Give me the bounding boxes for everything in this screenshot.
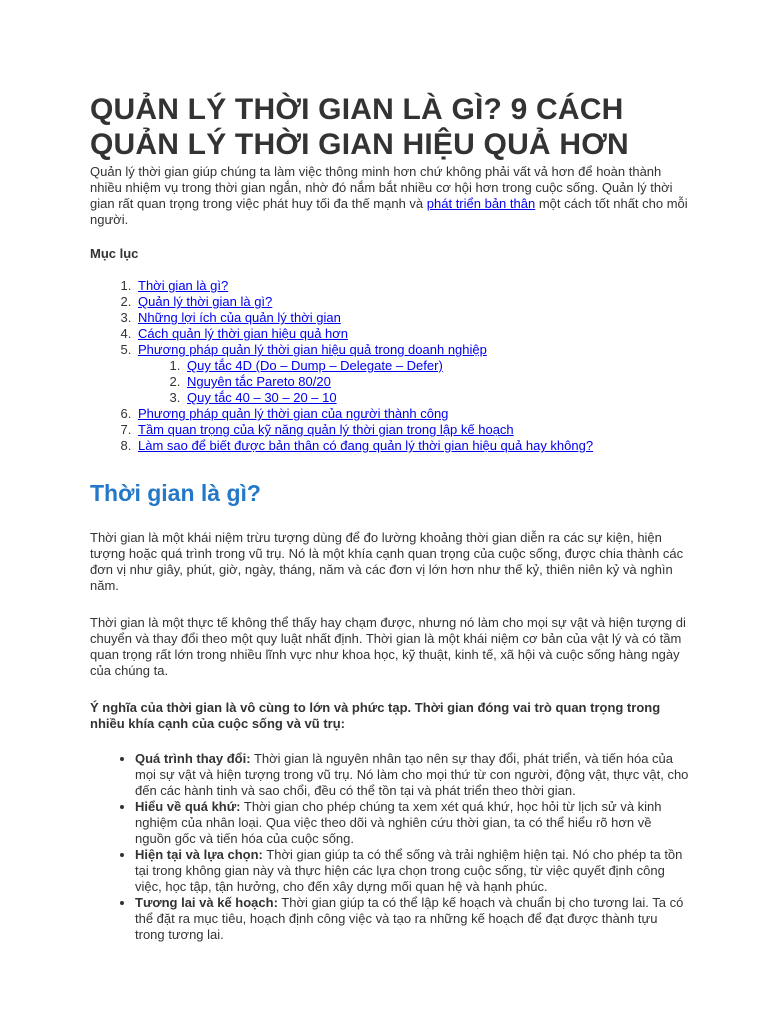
toc-item: [135, 342, 690, 406]
title-line-1: QUẢN LÝ THỜI GIAN LÀ GÌ? 9 CÁCH: [90, 93, 624, 126]
article-content: [90, 92, 690, 943]
toc-link-benefits[interactable]: Những lợi ích của quản lý thời gian: [138, 310, 341, 325]
toc-item: [135, 310, 690, 326]
toc-link-what-is-time-management[interactable]: Quản lý thời gian là gì?: [138, 294, 273, 309]
toc-link-planning-importance[interactable]: Tầm quan trọng của kỹ năng quản lý thời gian trong lập kế hoạch: [138, 422, 514, 437]
toc-item: [135, 406, 690, 422]
paragraph-meaning: Ý nghĩa của thời gian là vô cùng to lớn và phức tạp. Thời gian đóng vai trò quan trọng trong nhiều khía cạnh của cuộc sống và vũ trụ:: [90, 700, 661, 731]
toc-subitem: [184, 374, 690, 390]
toc-link-4d-rule[interactable]: Quy tắc 4D (Do – Dump – Delegate – Defer): [187, 358, 443, 373]
toc-link-business-methods[interactable]: Phương pháp quản lý thời gian hiệu quả trong doanh nghiệp: [138, 342, 487, 357]
toc-item: [135, 278, 690, 294]
list-item: [135, 799, 690, 847]
list-item-term: Tương lai và kế hoạch:: [135, 895, 278, 910]
toc-link-what-is-time[interactable]: Thời gian là gì?: [138, 278, 229, 293]
intro-text-end: một cách tốt nhất cho mỗi người.: [90, 196, 688, 227]
article-title: [90, 92, 690, 162]
title-line-2: QUẢN LÝ THỜI GIAN HIỆU QUẢ HƠN: [90, 128, 629, 161]
toc-subitem: [184, 390, 690, 406]
toc-link-how-to-manage[interactable]: Cách quản lý thời gian hiệu quả hơn: [138, 326, 349, 341]
list-item-term: Hiểu về quá khứ:: [135, 799, 241, 814]
list-item: [135, 895, 690, 943]
intro-text: Quản lý thời gian giúp chúng ta làm việc thông minh hơn chứ không phải vất vả hơn để hoàn thành nhiều nhiệm vụ trong thời gian ngắn, nhờ đó nắm bắt nhiều cơ hội hơn trong cuộc sống. Quản lý thời gian rất quan trọng trong việc phát huy tối đa thế mạnh và: [90, 164, 673, 211]
toc-sublist: [138, 358, 690, 406]
toc-link-successful-people[interactable]: Phương pháp quản lý thời gian của người thành công: [138, 406, 449, 421]
list-item-text: Thời gian giúp ta có thể sống và trải nghiệm hiện tại. Nó cho phép ta tồn tại trong không gian này và thực hiện các lựa chọn trong cuộc sống, từ việc quyết định công việc, học tập, tận hưởng, cho đến xây dựng mối quan hệ và hạnh phúc.: [135, 847, 683, 894]
paragraph-definition: Thời gian là một khái niệm trừu tượng dùng để đo lường khoảng thời gian diễn ra các sự kiện, hiện tượng hoặc quá trình trong vũ trụ. Nó là một khía cạnh quan trọng của cuộc sống, được chia thành các đơn vị như giây, phút, giờ, ngày, tháng, năm và các đơn vị lớn hơn như thế kỷ, thiên niên kỷ và nghìn năm.: [90, 530, 684, 593]
meaning-list: [90, 751, 690, 943]
list-item-text: Thời gian giúp ta có thể lập kế hoạch và chuẩn bị cho tương lai. Ta có thể đặt ra mục tiêu, hoạch định công việc và tạo ra những kế hoạch để đạt được thành tựu trong tương lai.: [135, 895, 684, 942]
toc-item: [135, 422, 690, 438]
list-item: [135, 847, 690, 895]
toc-item: [135, 438, 690, 454]
list-item-term: Quá trình thay đổi:: [135, 751, 251, 766]
section-heading: Thời gian là gì?: [90, 480, 261, 506]
table-of-contents: [90, 278, 690, 454]
toc-link-pareto[interactable]: Nguyên tắc Pareto 80/20: [187, 374, 331, 389]
intro-paragraph: [90, 164, 690, 228]
paragraph-reality: Thời gian là một thực tế không thể thấy hay chạm được, nhưng nó làm cho mọi sự vật và hiện tượng di chuyển và thay đổi theo một quy luật nhất định. Thời gian là một khái niệm cơ bản của vật lý và có tầm quan trọng rất lớn trong nhiều lĩnh vực như khoa học, kỹ thuật, kinh tế, xã hội và cuộc sống hàng ngày của chúng ta.: [90, 615, 686, 678]
list-item-text: Thời gian là nguyên nhân tạo nên sự thay đổi, phát triển, và tiến hóa của mọi sự vật và hiện tượng trong vũ trụ. Nó làm cho mọi thứ từ con người, động vật, thực vật, cho đến các hành tinh và sao chổi, đều có thể tồn tại và phát triển theo thời gian.: [135, 751, 689, 798]
toc-subitem: [184, 358, 690, 374]
toc-item: [135, 326, 690, 342]
toc-link-40-30-20-10[interactable]: Quy tắc 40 – 30 – 20 – 10: [187, 390, 337, 405]
list-item-term: Hiện tại và lựa chọn:: [135, 847, 263, 862]
toc-item: [135, 294, 690, 310]
toc-title: Mục lục: [90, 246, 139, 261]
personal-development-link[interactable]: phát triển bản thân: [426, 196, 536, 211]
list-item-text: Thời gian cho phép chúng ta xem xét quá khứ, học hỏi từ lịch sử và kinh nghiệm của nhân loại. Qua việc theo dõi và nghiên cứu thời gian, ta có thể hiểu rõ hơn về nguồn gốc và tiến hóa của cuộc sống.: [135, 799, 662, 846]
list-item: [135, 751, 690, 799]
toc-link-self-check[interactable]: Làm sao để biết được bản thân có đang quản lý thời gian hiệu quả hay không?: [138, 438, 594, 453]
